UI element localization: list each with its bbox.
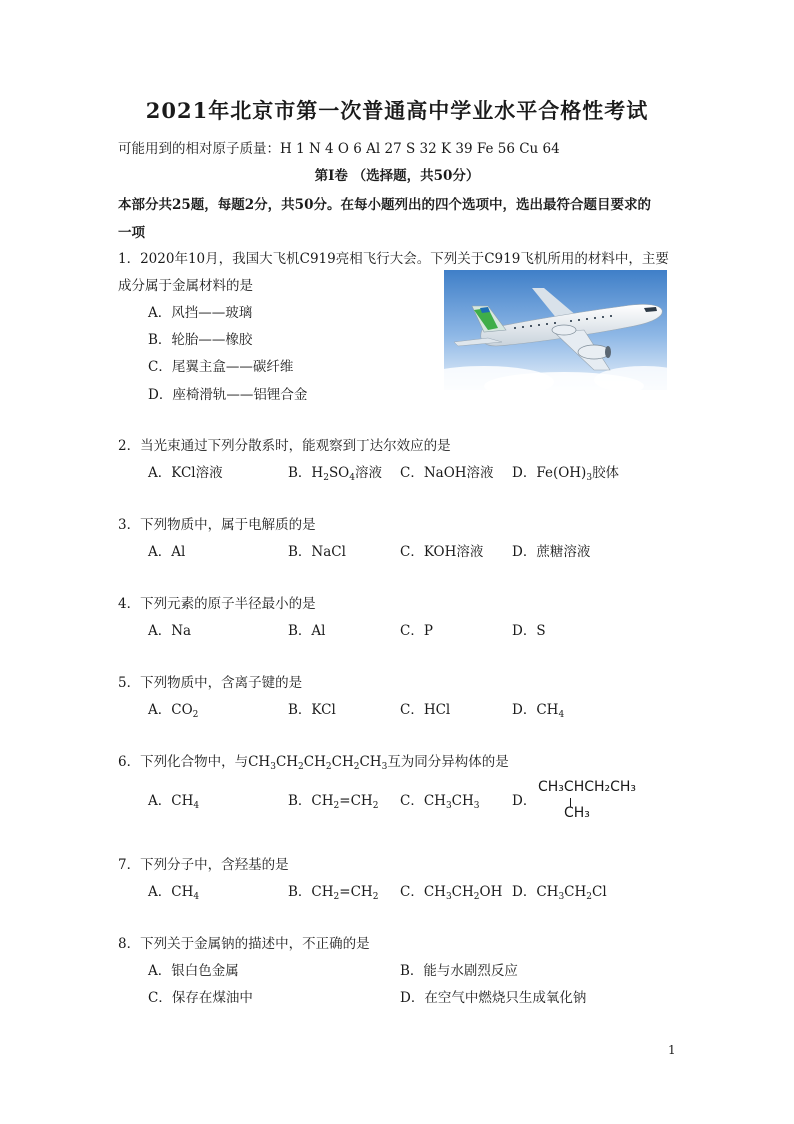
q2-option-a[interactable]: A．KCl溶液 [148,465,223,481]
q7-option-b[interactable]: B．$CH_2=CH_2$ [288,884,379,902]
q5-option-d[interactable]: D．$CH_4$ [512,702,565,720]
q1-option-b[interactable]: B．轮胎——橡胶 [148,332,253,348]
q2-option-c[interactable]: C．NaOH溶液 [400,465,494,481]
q6-option-b[interactable]: B．$CH_2=CH_2$ [288,793,379,811]
q1-stem: 1．2020年10月，我国大飞机C919亮相飞行大会。下列关于C919飞机所用的材料中，主要 [118,251,669,267]
q1-option-d[interactable]: D．座椅滑轨——铝锂合金 [148,387,308,403]
q4-stem: 4．下列元素的原子半径最小的是 [118,596,316,612]
q4-option-c[interactable]: C．P [400,623,433,639]
q1-option-a[interactable]: A．风挡——玻璃 [148,305,253,321]
q5-option-a[interactable]: A．$CO_2$ [148,702,199,720]
q2-stem: 2．当光束通过下列分散系时，能观察到丁达尔效应的是 [118,438,451,454]
q4-option-d[interactable]: D．S [512,623,546,639]
q2-option-d[interactable]: D．$Fe(OH)_3$胶体 [512,465,620,483]
q1-option-c[interactable]: C．尾翼主盒——碳纤维 [148,359,294,375]
q4-option-a[interactable]: A．Na [148,623,192,639]
q3-option-c[interactable]: C．KOH溶液 [400,544,484,560]
q6-option-a[interactable]: A．$CH_4$ [148,793,200,811]
c919-airplane-image [444,270,667,390]
q6-option-d-structure[interactable] [538,779,658,824]
q7-stem: 7．下列分子中，含羟基的是 [118,857,289,873]
atomic-masses: 可能用到的相对原子质量：H 1 N 4 O 6 Al 27 S 32 K 39 Fe 56 Cu 64 [118,141,560,157]
section-instructions-cont: 一项 [118,225,145,241]
q8-option-a[interactable]: A．银白色金属 [148,963,239,979]
page-number: 1 [668,1043,676,1057]
q6-stem: 6．下列化合物中，与$CH_3CH_2CH_2CH_2CH_3$互为同分异构体的是 [118,754,509,772]
q8-option-d[interactable]: D．在空气中燃烧只生成氧化钠 [400,990,587,1006]
structure-main-chain: CH₃CHCH₂CH₃ [538,779,637,795]
q8-option-b[interactable]: B．能与水剧烈反应 [400,963,518,979]
q3-option-d[interactable]: D．蔗糖溶液 [512,544,591,560]
q5-stem: 5．下列物质中，含离子键的是 [118,675,303,691]
section-title: 第Ⅰ卷 （选择题，共50分） [314,168,480,184]
q4-option-b[interactable]: B．Al [288,623,326,639]
q1-stem-cont: 成分属于金属材料的是 [118,278,253,294]
q3-stem: 3．下列物质中，属于电解质的是 [118,517,316,533]
q5-option-b[interactable]: B．KCl [288,702,336,718]
q8-stem: 8．下列关于金属钠的描述中，不正确的是 [118,936,370,952]
q7-option-d[interactable]: D．$CH_3CH_2Cl$ [512,884,607,902]
q2-option-b[interactable]: B．$H_2SO_4$溶液 [288,465,382,483]
structure-branch: CH₃ [564,805,590,821]
q3-option-a[interactable]: A．Al [148,544,186,560]
airplane-illustration [444,270,667,390]
q8-option-c[interactable]: C．保存在煤油中 [148,990,253,1006]
q6-option-c[interactable]: C．$CH_3CH_3$ [400,793,480,811]
q7-option-c[interactable]: C．$CH_3CH_2OH$ [400,884,503,902]
q5-option-c[interactable]: C．HCl [400,702,451,718]
exam-title: 2021年北京市第一次普通高中学业水平合格性考试 [145,98,649,123]
q3-option-b[interactable]: B．NaCl [288,544,346,560]
q7-option-a[interactable]: A．$CH_4$ [148,884,200,902]
section-instructions: 本部分共25题，每题2分，共50分。在每小题列出的四个选项中，选出最符合题目要求的 [118,197,651,213]
q6-option-d[interactable]: D． [512,793,537,809]
